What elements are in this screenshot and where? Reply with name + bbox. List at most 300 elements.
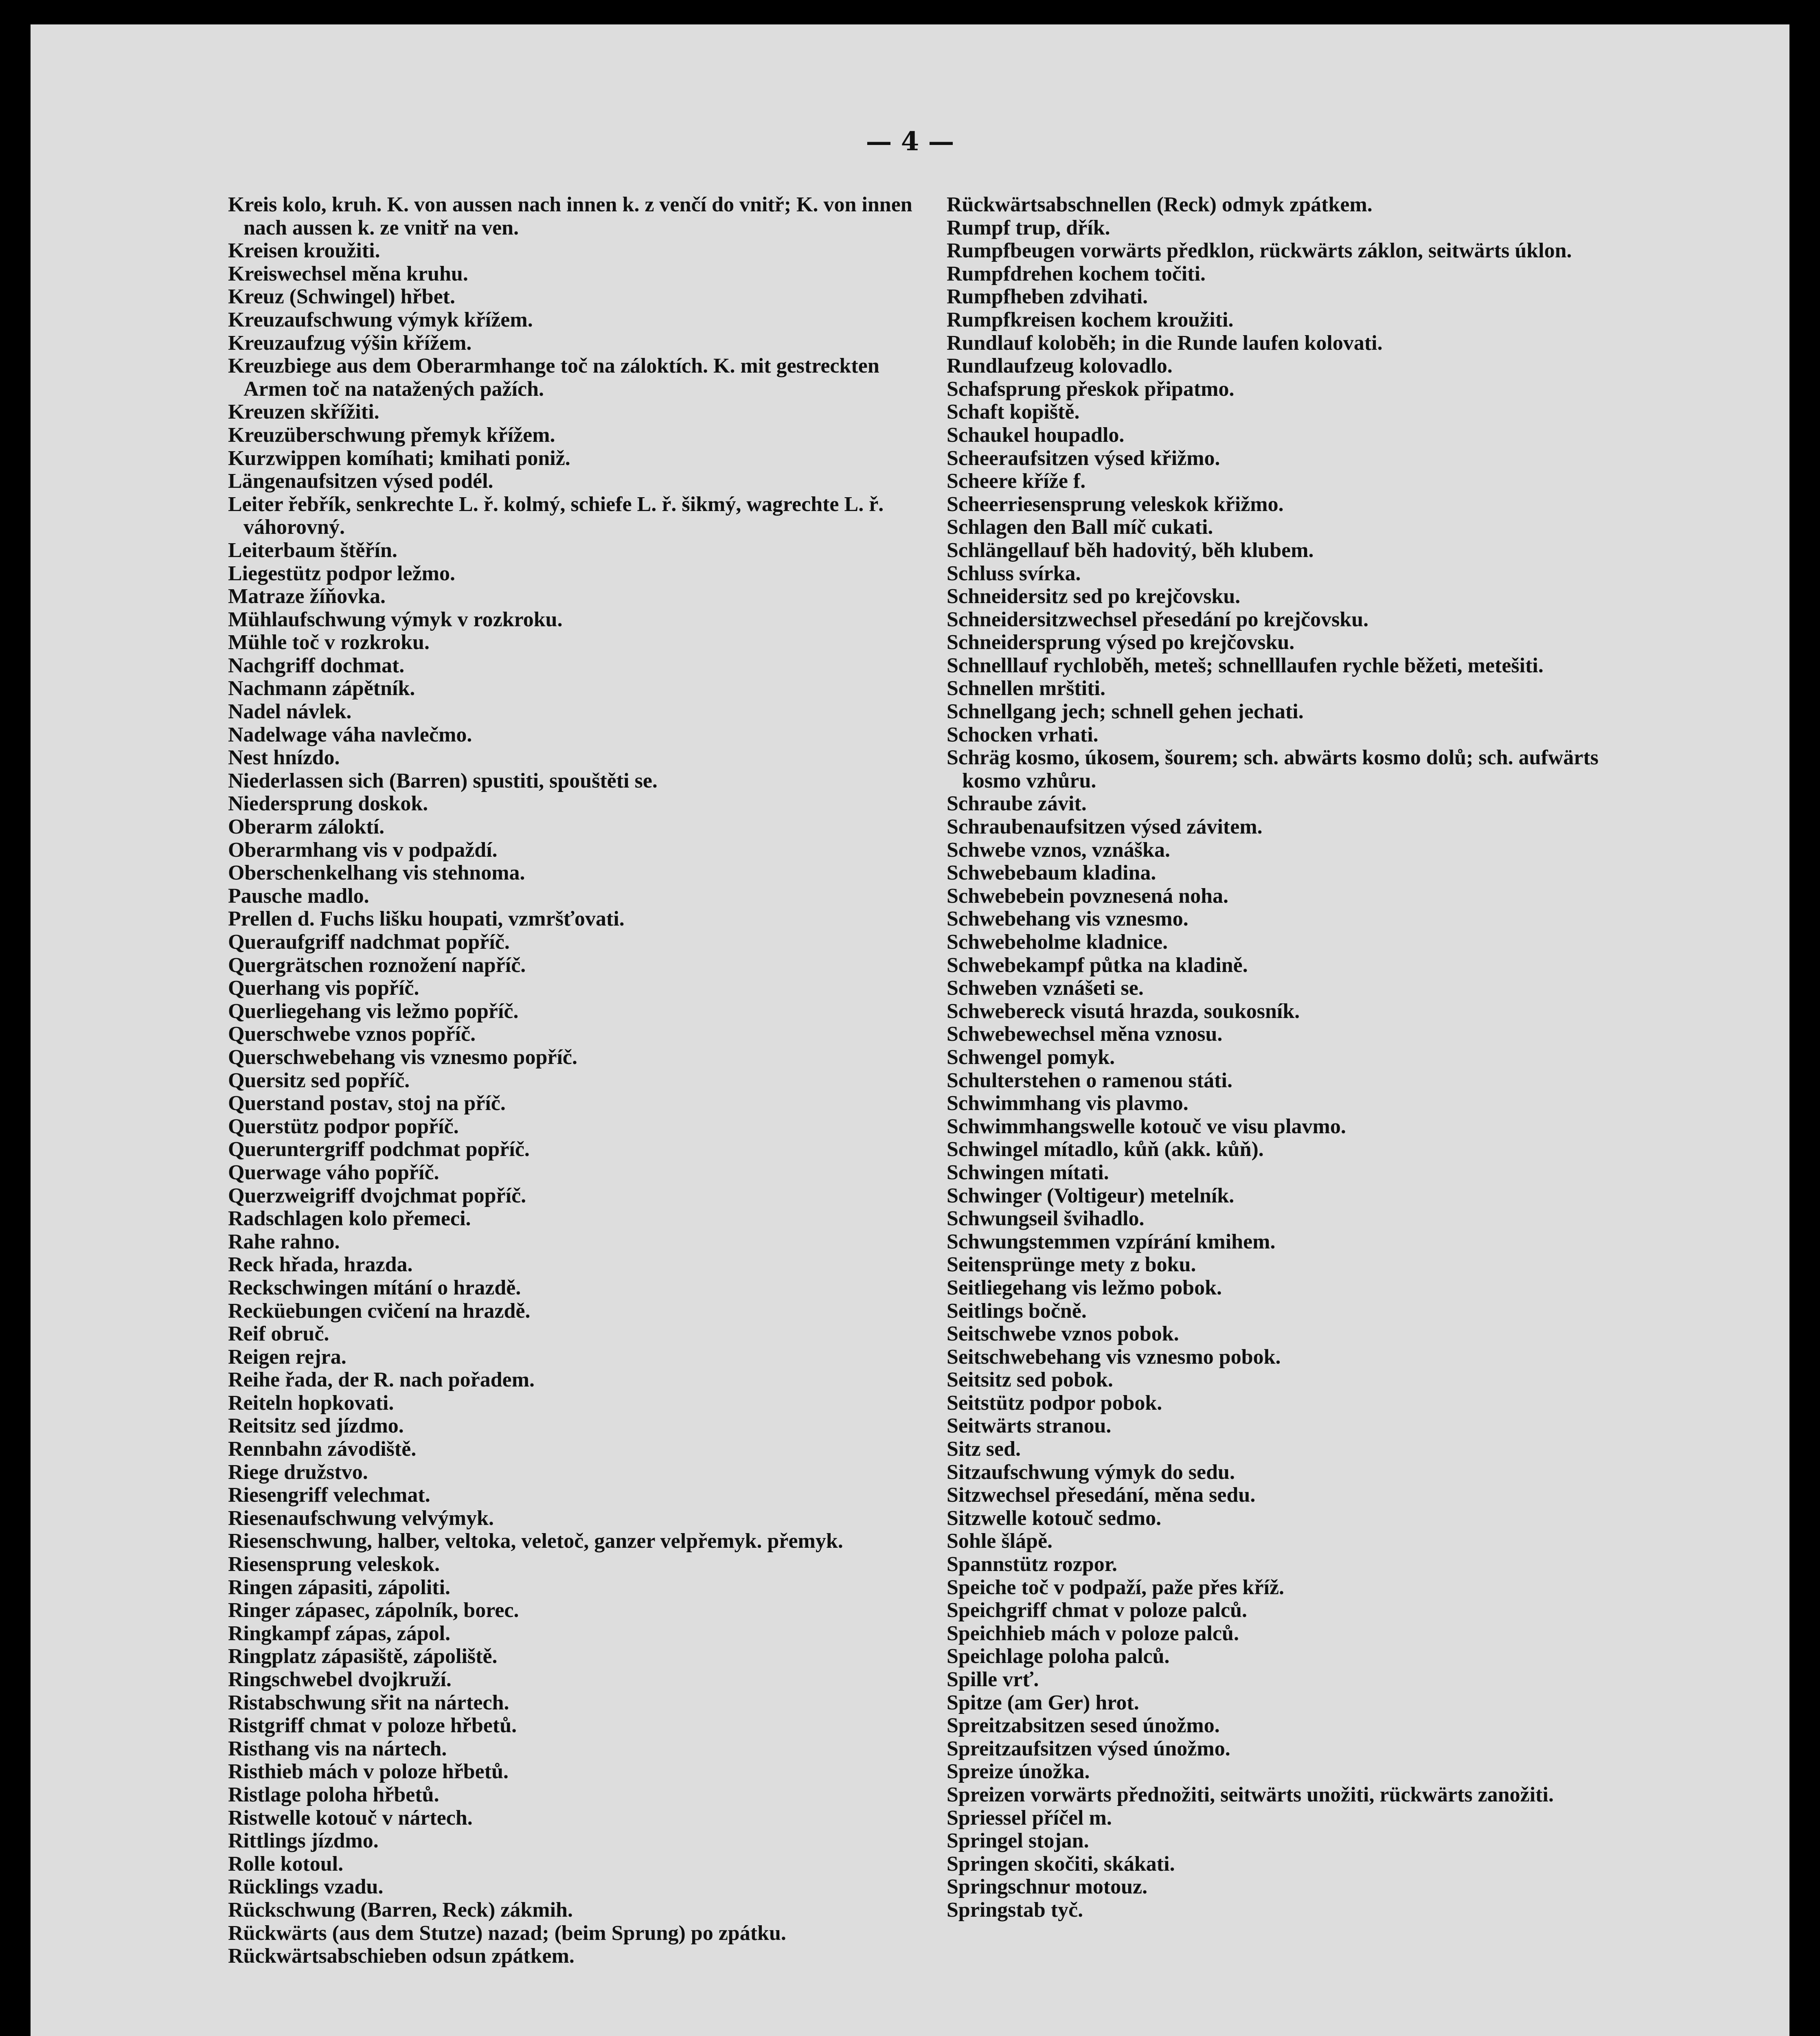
dictionary-entry bbox=[228, 585, 928, 608]
entry-text: Querschwebe vznos popříč. bbox=[228, 1022, 476, 1046]
dictionary-entry bbox=[947, 516, 1647, 539]
entry-text: Nadel návlek. bbox=[228, 700, 352, 724]
entry-text: Schocken vrhati. bbox=[947, 723, 1099, 746]
dictionary-entry bbox=[228, 931, 928, 954]
dictionary-entry bbox=[947, 1899, 1647, 1922]
entry-text: Nachmann zápětník. bbox=[228, 677, 415, 700]
dictionary-entry bbox=[228, 1830, 928, 1853]
entry-text: Schafsprung přeskok připatmo. bbox=[947, 377, 1235, 401]
dictionary-entry bbox=[947, 1138, 1647, 1161]
dictionary-entry bbox=[228, 539, 928, 562]
entry-text: Reck hřada, hrazda. bbox=[228, 1253, 413, 1277]
entry-text: Speichlage poloha palců. bbox=[947, 1645, 1170, 1668]
left-column bbox=[228, 193, 928, 1968]
dictionary-entry bbox=[228, 1622, 928, 1645]
entry-text: Querstütz podpor popříč. bbox=[228, 1115, 459, 1138]
entry-text: Oberarmhang vis v podpaždí. bbox=[228, 838, 498, 862]
entry-text: Schwingen mítati. bbox=[947, 1161, 1109, 1184]
entry-text: Schwingel mítadlo, kůň (akk. kůň). bbox=[947, 1138, 1264, 1161]
entry-text: Kurzwippen komíhati; kmihati poniž. bbox=[228, 446, 570, 470]
dictionary-entry bbox=[947, 1853, 1647, 1876]
dictionary-entry bbox=[947, 1484, 1647, 1507]
entry-text: Querliegehang vis ležmo popříč. bbox=[228, 999, 519, 1023]
dictionary-entry bbox=[228, 977, 928, 1000]
dictionary-entry bbox=[947, 239, 1647, 263]
entry-text: Mühlaufschwung výmyk v rozkroku. bbox=[228, 608, 563, 631]
entry-text: Pausche madlo. bbox=[228, 884, 369, 908]
entry-text: Kreuzaufzug výšin křížem. bbox=[228, 331, 472, 355]
dictionary-entry bbox=[947, 862, 1647, 885]
entry-text: Ristgriff chmat v poloze hřbetů. bbox=[228, 1714, 517, 1738]
dictionary-entry bbox=[228, 839, 928, 862]
entry-text: Risthieb mách v poloze hřbetů. bbox=[228, 1760, 509, 1784]
entry-text: Seitlings bočně. bbox=[947, 1299, 1087, 1323]
dictionary-entry bbox=[947, 816, 1647, 839]
entry-text: Schwebewechsel měna vznosu. bbox=[947, 1022, 1223, 1046]
dictionary-entry bbox=[228, 1507, 928, 1530]
entry-text: Reihe řada, der R. nach pořadem. bbox=[228, 1368, 535, 1392]
dictionary-entry bbox=[947, 1438, 1647, 1461]
entry-text: Sitzwelle kotouč sedmo. bbox=[947, 1506, 1162, 1530]
dictionary-entry bbox=[228, 1807, 928, 1830]
dictionary-entry bbox=[228, 1092, 928, 1115]
entry-text: Schräg kosmo, úkosem, šourem; sch. abwärts kosmo dolů; sch. aufwärts kosmo vzhůru. bbox=[947, 746, 1599, 792]
entry-text: Schwimmhangswelle kotouč ve visu plavmo. bbox=[947, 1115, 1346, 1138]
dictionary-entry bbox=[228, 700, 928, 724]
dictionary-entry bbox=[228, 677, 928, 700]
dictionary-entry bbox=[228, 239, 928, 263]
entry-text: Schwebehang vis vznesmo. bbox=[947, 907, 1188, 931]
dictionary-entry bbox=[228, 1438, 928, 1461]
entry-text: Prellen d. Fuchs lišku houpati, vzmršťovati. bbox=[228, 907, 625, 931]
entry-text: Ristlage poloha hřbetů. bbox=[228, 1783, 439, 1806]
dictionary-entry bbox=[228, 309, 928, 332]
dictionary-entry bbox=[228, 1346, 928, 1369]
entry-text: Reif obruč. bbox=[228, 1322, 329, 1346]
entry-text: Risthang vis na nártech. bbox=[228, 1737, 447, 1760]
dictionary-entry bbox=[947, 585, 1647, 608]
entry-text: Springstab tyč. bbox=[947, 1898, 1083, 1922]
dictionary-entry bbox=[947, 562, 1647, 586]
entry-text: Leiterbaum štěřín. bbox=[228, 538, 397, 562]
entry-text: Schneidersprung výsed po krejčovsku. bbox=[947, 631, 1295, 654]
dictionary-entry bbox=[947, 954, 1647, 977]
dictionary-entry bbox=[228, 1231, 928, 1254]
dictionary-entry bbox=[228, 954, 928, 977]
dictionary-entry bbox=[228, 1714, 928, 1738]
dictionary-entry bbox=[228, 263, 928, 286]
dictionary-entry bbox=[947, 631, 1647, 654]
entry-text: Rückwärtsabschnellen (Reck) odmyk zpátkem. bbox=[947, 193, 1373, 216]
entry-text: Radschlagen kolo přemeci. bbox=[228, 1207, 471, 1231]
dictionary-entry bbox=[947, 1415, 1647, 1438]
entry-text: Spreitzaufsitzen výsed únožmo. bbox=[947, 1737, 1230, 1760]
dictionary-entry bbox=[947, 539, 1647, 562]
dictionary-entry bbox=[228, 355, 928, 401]
entry-text: Kreiswechsel měna kruhu. bbox=[228, 262, 468, 285]
dictionary-entry bbox=[947, 1576, 1647, 1599]
entry-text: Riesensprung veleskok. bbox=[228, 1553, 440, 1576]
entry-text: Sohle šlápě. bbox=[947, 1529, 1053, 1553]
dictionary-entry bbox=[947, 977, 1647, 1000]
dictionary-entry bbox=[228, 1000, 928, 1023]
dictionary-entry bbox=[947, 263, 1647, 286]
dictionary-entry bbox=[228, 1207, 928, 1231]
dictionary-entry bbox=[947, 700, 1647, 724]
dictionary-entry bbox=[228, 792, 928, 816]
entry-text: Rolle kotoul. bbox=[228, 1852, 344, 1876]
dictionary-entry bbox=[947, 1530, 1647, 1553]
entry-text: Rundlauf koloběh; in die Runde laufen kolovati. bbox=[947, 331, 1383, 355]
entry-text: Riesenschwung, halber, veltoka, veletoč, ganzer velpřemyk. přemyk. bbox=[228, 1529, 843, 1553]
dictionary-entry bbox=[947, 1668, 1647, 1692]
dictionary-entry bbox=[947, 1346, 1647, 1369]
dictionary-entry bbox=[228, 608, 928, 632]
entry-text: Riesenaufschwung velvýmyk. bbox=[228, 1506, 494, 1530]
dictionary-entry bbox=[228, 1922, 928, 1945]
entry-text: Schwebe vznos, vznáška. bbox=[947, 838, 1170, 862]
dictionary-entry bbox=[947, 493, 1647, 516]
dictionary-entry bbox=[228, 1069, 928, 1093]
entry-text: Spreitzabsitzen sesed únožmo. bbox=[947, 1714, 1220, 1738]
entry-text: Schwinger (Voltigeur) metelník. bbox=[947, 1184, 1235, 1207]
entry-text: Kreuz (Schwingel) hřbet. bbox=[228, 285, 455, 309]
dictionary-entry bbox=[947, 1277, 1647, 1300]
dictionary-entry bbox=[228, 470, 928, 493]
dictionary-entry bbox=[228, 1668, 928, 1692]
dictionary-entry bbox=[228, 816, 928, 839]
dictionary-entry bbox=[947, 746, 1647, 792]
entry-text: Quergrätschen roznožení napříč. bbox=[228, 953, 526, 977]
entry-text: Sitzaufschwung výmyk do sedu. bbox=[947, 1460, 1235, 1484]
dictionary-entry bbox=[228, 1185, 928, 1208]
dictionary-entry bbox=[947, 1207, 1647, 1231]
entry-text: Schraubenaufsitzen výsed závitem. bbox=[947, 815, 1263, 839]
dictionary-entry bbox=[947, 424, 1647, 447]
entry-text: Schwebebein povznesená noha. bbox=[947, 884, 1228, 908]
entry-text: Schluss svírka. bbox=[947, 562, 1081, 585]
dictionary-entry bbox=[228, 401, 928, 424]
dictionary-entry bbox=[228, 1300, 928, 1323]
entry-text: Spannstütz rozpor. bbox=[947, 1553, 1117, 1576]
entry-text: Reitsitz sed jízdmo. bbox=[228, 1414, 404, 1438]
entry-text: Schweben vznášeti se. bbox=[947, 976, 1144, 1000]
entry-text: Querhang vis popříč. bbox=[228, 976, 419, 1000]
dictionary-entry bbox=[228, 746, 928, 770]
dictionary-entry bbox=[947, 1784, 1647, 1807]
dictionary-entry bbox=[947, 401, 1647, 424]
entry-text: Recküebungen cvičení na hrazdě. bbox=[228, 1299, 531, 1323]
entry-text: Schneidersitz sed po krejčovsku. bbox=[947, 585, 1241, 608]
entry-text: Seitsitz sed pobok. bbox=[947, 1368, 1113, 1392]
entry-text: Mühle toč v rozkroku. bbox=[228, 631, 430, 654]
dictionary-entry bbox=[947, 355, 1647, 378]
entry-text: Schlagen den Ball míč cukati. bbox=[947, 516, 1213, 539]
dictionary-entry bbox=[947, 378, 1647, 401]
dictionary-entry bbox=[947, 332, 1647, 355]
dictionary-entry bbox=[947, 1023, 1647, 1046]
entry-text: Rückwärtsabschieben odsun zpátkem. bbox=[228, 1944, 575, 1968]
dictionary-entry bbox=[228, 770, 928, 793]
dictionary-entry bbox=[947, 1830, 1647, 1853]
dictionary-entry bbox=[947, 1876, 1647, 1899]
entry-text: Seitschwebe vznos pobok. bbox=[947, 1322, 1179, 1346]
entry-text: Oberarm záloktí. bbox=[228, 815, 385, 839]
entry-text: Ringplatz zápasiště, zápoliště. bbox=[228, 1645, 498, 1668]
entry-text: Schneidersitzwechsel přesedání po krejčovsku. bbox=[947, 608, 1369, 631]
entry-text: Speiche toč v podpaží, paže přes kříž. bbox=[947, 1575, 1285, 1599]
entry-text: Schwebeholme kladnice. bbox=[947, 930, 1168, 954]
dictionary-entry bbox=[228, 562, 928, 586]
dictionary-entry bbox=[947, 1807, 1647, 1830]
dictionary-entry bbox=[228, 1484, 928, 1507]
entry-text: Ringer zápasec, zápolník, borec. bbox=[228, 1599, 519, 1622]
dictionary-entry bbox=[228, 1576, 928, 1599]
dictionary-entry bbox=[228, 1461, 928, 1484]
dictionary-entry bbox=[947, 1461, 1647, 1484]
entry-text: Speichhieb mách v poloze palců. bbox=[947, 1621, 1239, 1645]
dictionary-entry bbox=[947, 1092, 1647, 1115]
entry-text: Oberschenkelhang vis stehnoma. bbox=[228, 861, 525, 885]
dictionary-entry bbox=[947, 1231, 1647, 1254]
dictionary-entry bbox=[228, 332, 928, 355]
dictionary-entry bbox=[947, 1392, 1647, 1415]
dictionary-entry bbox=[228, 1023, 928, 1046]
entry-text: Seitschwebehang vis vznesmo pobok. bbox=[947, 1345, 1281, 1369]
entry-text: Rückschwung (Barren, Reck) zákmih. bbox=[228, 1898, 573, 1922]
dictionary-entry bbox=[228, 424, 928, 447]
dictionary-entry bbox=[228, 447, 928, 470]
dictionary-entry bbox=[228, 1530, 928, 1553]
dictionary-entry bbox=[228, 1553, 928, 1576]
dictionary-entry bbox=[228, 1369, 928, 1392]
entry-text: Kreuzaufschwung výmyk křížem. bbox=[228, 308, 533, 331]
dictionary-entry bbox=[228, 1853, 928, 1876]
entry-text: Spriessel příčel m. bbox=[947, 1806, 1112, 1830]
entry-text: Querwage váho popříč. bbox=[228, 1161, 439, 1184]
entry-text: Rückwärts (aus dem Stutze) nazad; (beim Sprung) po zpátku. bbox=[228, 1921, 786, 1945]
entry-text: Scheere kříže f. bbox=[947, 470, 1086, 493]
entry-text: Riege družstvo. bbox=[228, 1460, 368, 1484]
dictionary-entry bbox=[947, 724, 1647, 747]
dictionary-entry bbox=[947, 1599, 1647, 1622]
entry-text: Sitz sed. bbox=[947, 1437, 1021, 1461]
dictionary-entry bbox=[228, 285, 928, 309]
entry-text: Schaukel houpadlo. bbox=[947, 423, 1125, 447]
dictionary-entry bbox=[947, 470, 1647, 493]
entry-text: Quersitz sed popříč. bbox=[228, 1068, 410, 1092]
dictionary-entry bbox=[228, 1738, 928, 1761]
dictionary-entry bbox=[228, 493, 928, 539]
dictionary-entry bbox=[947, 839, 1647, 862]
entry-text: Rumpf trup, dřík. bbox=[947, 216, 1110, 239]
entry-text: Kreis kolo, kruh. K. von aussen nach innen k. z venčí do vnitř; K. von innen nach aussen k. ze vnitř na ven. bbox=[228, 193, 912, 239]
dictionary-entry bbox=[947, 193, 1647, 217]
dictionary-entry bbox=[228, 1876, 928, 1899]
entry-text: Liegestütz podpor ležmo. bbox=[228, 562, 455, 585]
entry-text: Schnelllauf rychloběh, meteš; schnelllaufen rychle běžeti, metešiti. bbox=[947, 654, 1544, 677]
entry-text: Schlängellauf běh hadovitý, běh klubem. bbox=[947, 538, 1314, 562]
dictionary-entry bbox=[228, 1784, 928, 1807]
entry-text: Riesengriff velechmat. bbox=[228, 1483, 430, 1507]
entry-text: Rumpfheben zdvihati. bbox=[947, 285, 1148, 309]
dictionary-entry bbox=[947, 654, 1647, 678]
dictionary-entry bbox=[947, 908, 1647, 931]
dictionary-entry bbox=[228, 1945, 928, 1968]
entry-text: Reiteln hopkovati. bbox=[228, 1391, 394, 1415]
dictionary-entry bbox=[947, 1185, 1647, 1208]
dictionary-entry bbox=[228, 631, 928, 654]
entry-text: Queruntergriff podchmat popříč. bbox=[228, 1138, 530, 1161]
dictionary-entry bbox=[947, 217, 1647, 240]
entry-text: Springel stojan. bbox=[947, 1829, 1089, 1853]
dictionary-entry bbox=[228, 1392, 928, 1415]
page-number: — 4 — bbox=[866, 126, 954, 157]
dictionary-entry bbox=[947, 1161, 1647, 1185]
entry-text: Seitstütz podpor pobok. bbox=[947, 1391, 1162, 1415]
entry-text: Schulterstehen o ramenou státi. bbox=[947, 1068, 1232, 1092]
dictionary-entry bbox=[947, 608, 1647, 632]
entry-text: Ringschwebel dvojkruží. bbox=[228, 1668, 452, 1691]
dictionary-entry bbox=[228, 1323, 928, 1346]
entry-text: Rumpfbeugen vorwärts předklon, rückwärts záklon, seitwärts úklon. bbox=[947, 239, 1572, 263]
entry-text: Schwengel pomyk. bbox=[947, 1045, 1115, 1069]
entry-text: Spreize únožka. bbox=[947, 1760, 1090, 1784]
entry-text: Reigen rejra. bbox=[228, 1345, 346, 1369]
scanned-page bbox=[31, 24, 1789, 2036]
dictionary-entry bbox=[228, 1138, 928, 1161]
dictionary-entry bbox=[947, 1323, 1647, 1346]
dictionary-entry bbox=[947, 309, 1647, 332]
entry-text: Schwebereck visutá hrazda, soukosník. bbox=[947, 999, 1300, 1023]
entry-text: Rennbahn závodiště. bbox=[228, 1437, 417, 1461]
entry-text: Schwungseil švihadlo. bbox=[947, 1207, 1145, 1231]
entry-text: Querzweigriff dvojchmat popříč. bbox=[228, 1184, 526, 1207]
dictionary-entry bbox=[947, 1692, 1647, 1715]
entry-text: Springschnur motouz. bbox=[947, 1875, 1148, 1899]
dictionary-entry bbox=[947, 677, 1647, 700]
entry-text: Scheeraufsitzen výsed křižmo. bbox=[947, 446, 1220, 470]
dictionary-entry bbox=[228, 193, 928, 239]
dictionary-entry bbox=[228, 1415, 928, 1438]
dictionary-entry bbox=[228, 862, 928, 885]
entry-text: Nest hnízdo. bbox=[228, 746, 340, 770]
entry-text: Schwebekampf půtka na kladině. bbox=[947, 953, 1248, 977]
dictionary-entry bbox=[947, 1714, 1647, 1738]
entry-text: Querschwebehang vis vznesmo popříč. bbox=[228, 1045, 577, 1069]
entry-text: Ringkampf zápas, zápol. bbox=[228, 1621, 451, 1645]
entry-text: Ringen zápasiti, zápoliti. bbox=[228, 1575, 451, 1599]
dictionary-entry bbox=[228, 1115, 928, 1139]
dictionary-entry bbox=[947, 1369, 1647, 1392]
dictionary-entry bbox=[947, 285, 1647, 309]
dictionary-entry bbox=[228, 1760, 928, 1784]
dictionary-entry bbox=[228, 1692, 928, 1715]
entry-text: Nachgriff dochmat. bbox=[228, 654, 405, 677]
dictionary-entry bbox=[228, 908, 928, 931]
entry-text: Springen skočiti, skákati. bbox=[947, 1852, 1175, 1876]
entry-text: Spitze (am Ger) hrot. bbox=[947, 1691, 1139, 1714]
dictionary-entry bbox=[228, 885, 928, 908]
dictionary-entry bbox=[947, 931, 1647, 954]
dictionary-entry bbox=[228, 1046, 928, 1069]
dictionary-entry bbox=[228, 1277, 928, 1300]
dictionary-entry bbox=[228, 1899, 928, 1922]
entry-text: Speichgriff chmat v poloze palců. bbox=[947, 1599, 1248, 1622]
entry-text: Sitzwechsel přesedání, měna sedu. bbox=[947, 1483, 1256, 1507]
dictionary-entry bbox=[947, 1553, 1647, 1576]
right-column bbox=[947, 193, 1647, 1922]
dictionary-entry bbox=[947, 1115, 1647, 1139]
entry-text: Spille vrť. bbox=[947, 1668, 1039, 1691]
entry-text: Queraufgriff nadchmat popříč. bbox=[228, 930, 510, 954]
dictionary-entry bbox=[947, 792, 1647, 816]
dictionary-entry bbox=[947, 1253, 1647, 1277]
entry-text: Schwebebaum kladina. bbox=[947, 861, 1156, 885]
entry-text: Seitensprünge mety z boku. bbox=[947, 1253, 1196, 1277]
dictionary-entry bbox=[228, 1253, 928, 1277]
entry-text: Rittlings jízdmo. bbox=[228, 1829, 379, 1853]
dictionary-entry bbox=[947, 447, 1647, 470]
dictionary-entry bbox=[228, 654, 928, 678]
dictionary-entry bbox=[947, 885, 1647, 908]
entry-text: Scheerriesensprung veleskok křižmo. bbox=[947, 492, 1284, 516]
dictionary-entry bbox=[947, 1738, 1647, 1761]
entry-text: Schwimmhang vis plavmo. bbox=[947, 1092, 1188, 1115]
dictionary-entry bbox=[228, 1599, 928, 1622]
dictionary-entry bbox=[228, 724, 928, 747]
dictionary-entry bbox=[228, 1645, 928, 1668]
entry-text: Kreuzen skřížiti. bbox=[228, 400, 379, 424]
entry-text: Reckschwingen mítání o hrazdě. bbox=[228, 1276, 521, 1299]
entry-text: Ristabschwung sřit na nártech. bbox=[228, 1691, 509, 1714]
dictionary-entry bbox=[228, 1161, 928, 1185]
dictionary-entry bbox=[947, 1622, 1647, 1645]
dictionary-entry bbox=[947, 1300, 1647, 1323]
entry-text: Schwungstemmen vzpírání kmihem. bbox=[947, 1230, 1276, 1253]
entry-text: Längenaufsitzen výsed podél. bbox=[228, 470, 493, 493]
entry-text: Spreizen vorwärts přednožiti, seitwärts unožiti, rückwärts zanožiti. bbox=[947, 1783, 1554, 1806]
entry-text: Schnellgang jech; schnell gehen jechati. bbox=[947, 700, 1304, 724]
dictionary-entry bbox=[947, 1507, 1647, 1530]
entry-text: Querstand postav, stoj na příč. bbox=[228, 1092, 506, 1115]
entry-text: Rumpfdrehen kochem točiti. bbox=[947, 262, 1206, 285]
entry-text: Rahe rahno. bbox=[228, 1230, 340, 1253]
entry-text: Rumpfkreisen kochem kroužiti. bbox=[947, 308, 1234, 331]
entry-text: Leiter řebřík, senkrechte L. ř. kolmý, schiefe L. ř. šikmý, wagrechte L. ř. váhorovný. bbox=[228, 492, 884, 539]
entry-text: Schnellen mrštiti. bbox=[947, 677, 1105, 700]
entry-text: Rücklings vzadu. bbox=[228, 1875, 384, 1899]
entry-text: Kreisen kroužiti. bbox=[228, 239, 380, 263]
entry-text: Kreuzüberschwung přemyk křížem. bbox=[228, 423, 555, 447]
dictionary-entry bbox=[947, 1645, 1647, 1668]
entry-text: Ristwelle kotouč v nártech. bbox=[228, 1806, 473, 1830]
entry-text: Seitwärts stranou. bbox=[947, 1414, 1112, 1438]
entry-text: Matraze žíňovka. bbox=[228, 585, 386, 608]
entry-text: Rundlaufzeug kolovadlo. bbox=[947, 354, 1173, 378]
entry-text: Nadelwage váha navlečmo. bbox=[228, 723, 472, 746]
entry-text: Schaft kopiště. bbox=[947, 400, 1080, 424]
entry-text: Schraube závit. bbox=[947, 792, 1087, 816]
dictionary-entry bbox=[947, 1046, 1647, 1069]
entry-text: Niederlassen sich (Barren) spustiti, spouštěti se. bbox=[228, 769, 658, 792]
entry-text: Niedersprung doskok. bbox=[228, 792, 428, 816]
entry-text: Seitliegehang vis ležmo pobok. bbox=[947, 1276, 1222, 1299]
dictionary-entry bbox=[947, 1000, 1647, 1023]
entry-text: Kreuzbiege aus dem Oberarmhange toč na záloktích. K. mit gestreckten Armen toč na natažených pažích. bbox=[228, 354, 879, 401]
dictionary-entry bbox=[947, 1069, 1647, 1093]
dictionary-entry bbox=[947, 1760, 1647, 1784]
